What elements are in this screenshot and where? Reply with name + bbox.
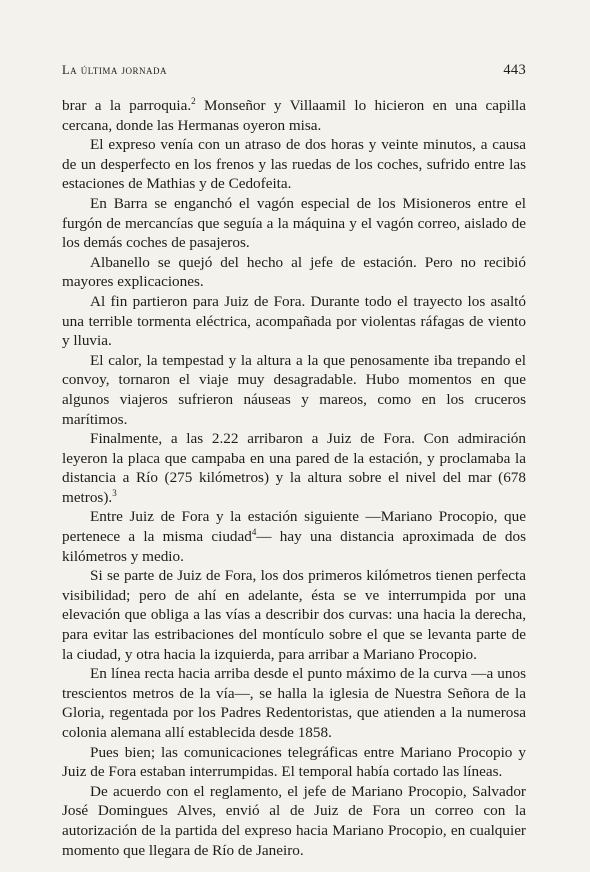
footnote-ref-3: 3 <box>112 487 117 498</box>
paragraph-7-text: Finalmente, a las 2.22 arribaron a Juiz de Fora. Con admiración leyeron la placa que campaba en una pared de la estación, y proclamaba la distancia a Río (275 kilómetros) y la altura sobre el nivel del mar (678 metros). <box>62 430 526 506</box>
paragraph-5: Al fin partieron para Juiz de Fora. Durante todo el trayecto los asaltó una terrible tormenta eléctrica, acompañada por violentas ráfagas de viento y lluvia. <box>62 292 526 350</box>
paragraph-1 <box>62 96 526 135</box>
paragraph-8 <box>62 507 526 566</box>
paragraph-6: El calor, la tempestad y la altura a la que penosamente iba trepando el convoy, tornaron el viaje muy desagradable. Hubo momentos en que algunos viajeros sufrieron náuseas y mareos, como en los cruceros marítimos. <box>62 351 526 428</box>
running-head: La última jornada <box>62 63 168 77</box>
footnote-ref-4: 4 <box>251 527 257 537</box>
paragraph-7 <box>62 429 526 507</box>
paragraph-1-text-cont: Monseñor y Villaamil lo hicieron en una capilla cercana, donde las Hermanas oyeron misa. <box>62 97 527 134</box>
paragraph-3: En Barra se enganchó el vagón especial de los Misioneros entre el furgón de mercancías que seguía a la máquina y el vagón correo, aislado de los demás coches de pasajeros. <box>62 194 526 252</box>
page-number: 443 <box>503 62 526 78</box>
paragraph-8-text-cont: — hay una distancia aproximada de dos kilómetros y medio. <box>62 528 526 565</box>
paragraph-9: Si se parte de Juiz de Fora, los dos primeros kilómetros tienen perfecta visibilidad; pero de ahí en adelante, ésta se ve interrumpida por una elevación que obliga a las vías a describir dos curvas: una hacia la derecha, para evitar las estribaciones del montículo sobre el que se levanta parte de la ciudad, y otra hacia la izquierda, para arribar a Mariano Procopio. <box>62 567 526 663</box>
paragraph-12: De acuerdo con el reglamento, el jefe de Mariano Procopio, Salvador José Domingues Alves, envió al de Juiz de Fora un correo con la autorización de la partida del expreso hacia Mariano Procopio, en cualquier momento que llegara de Río de Janeiro. <box>62 782 526 859</box>
footnote-ref-2: 2 <box>191 95 196 106</box>
paragraph-4: Albanello se quejó del hecho al jefe de estación. Pero no recibió mayores explicaciones. <box>62 253 526 291</box>
paragraph-1-text: brar a la parroquia. <box>62 97 192 114</box>
body-text <box>62 96 526 860</box>
page-header <box>62 62 526 79</box>
paragraph-8-text: Entre Juiz de Fora y la estación siguiente —Mariano Procopio, que pertenece a la misma ciudad <box>62 508 526 546</box>
paragraph-10: En línea recta hacia arriba desde el punto máximo de la curva —a unos trescientos metros de la vía—, se halla la iglesia de Nuestra Señora de la Gloria, regentada por los Padres Redentoristas, que atienden a la numerosa colonia alemana allí establecida desde 1858. <box>62 665 526 741</box>
paragraph-11: Pues bien; las comunicaciones telegráficas entre Mariano Procopio y Juiz de Fora estaban interrumpidas. El temporal había cortado las líneas. <box>62 743 526 781</box>
paragraph-2: El expreso venía con un atraso de dos horas y veinte minutos, a causa de un desperfecto en los frenos y las ruedas de los coches, sufrido entre las estaciones de Mathias y de Cedofeita. <box>62 136 526 193</box>
